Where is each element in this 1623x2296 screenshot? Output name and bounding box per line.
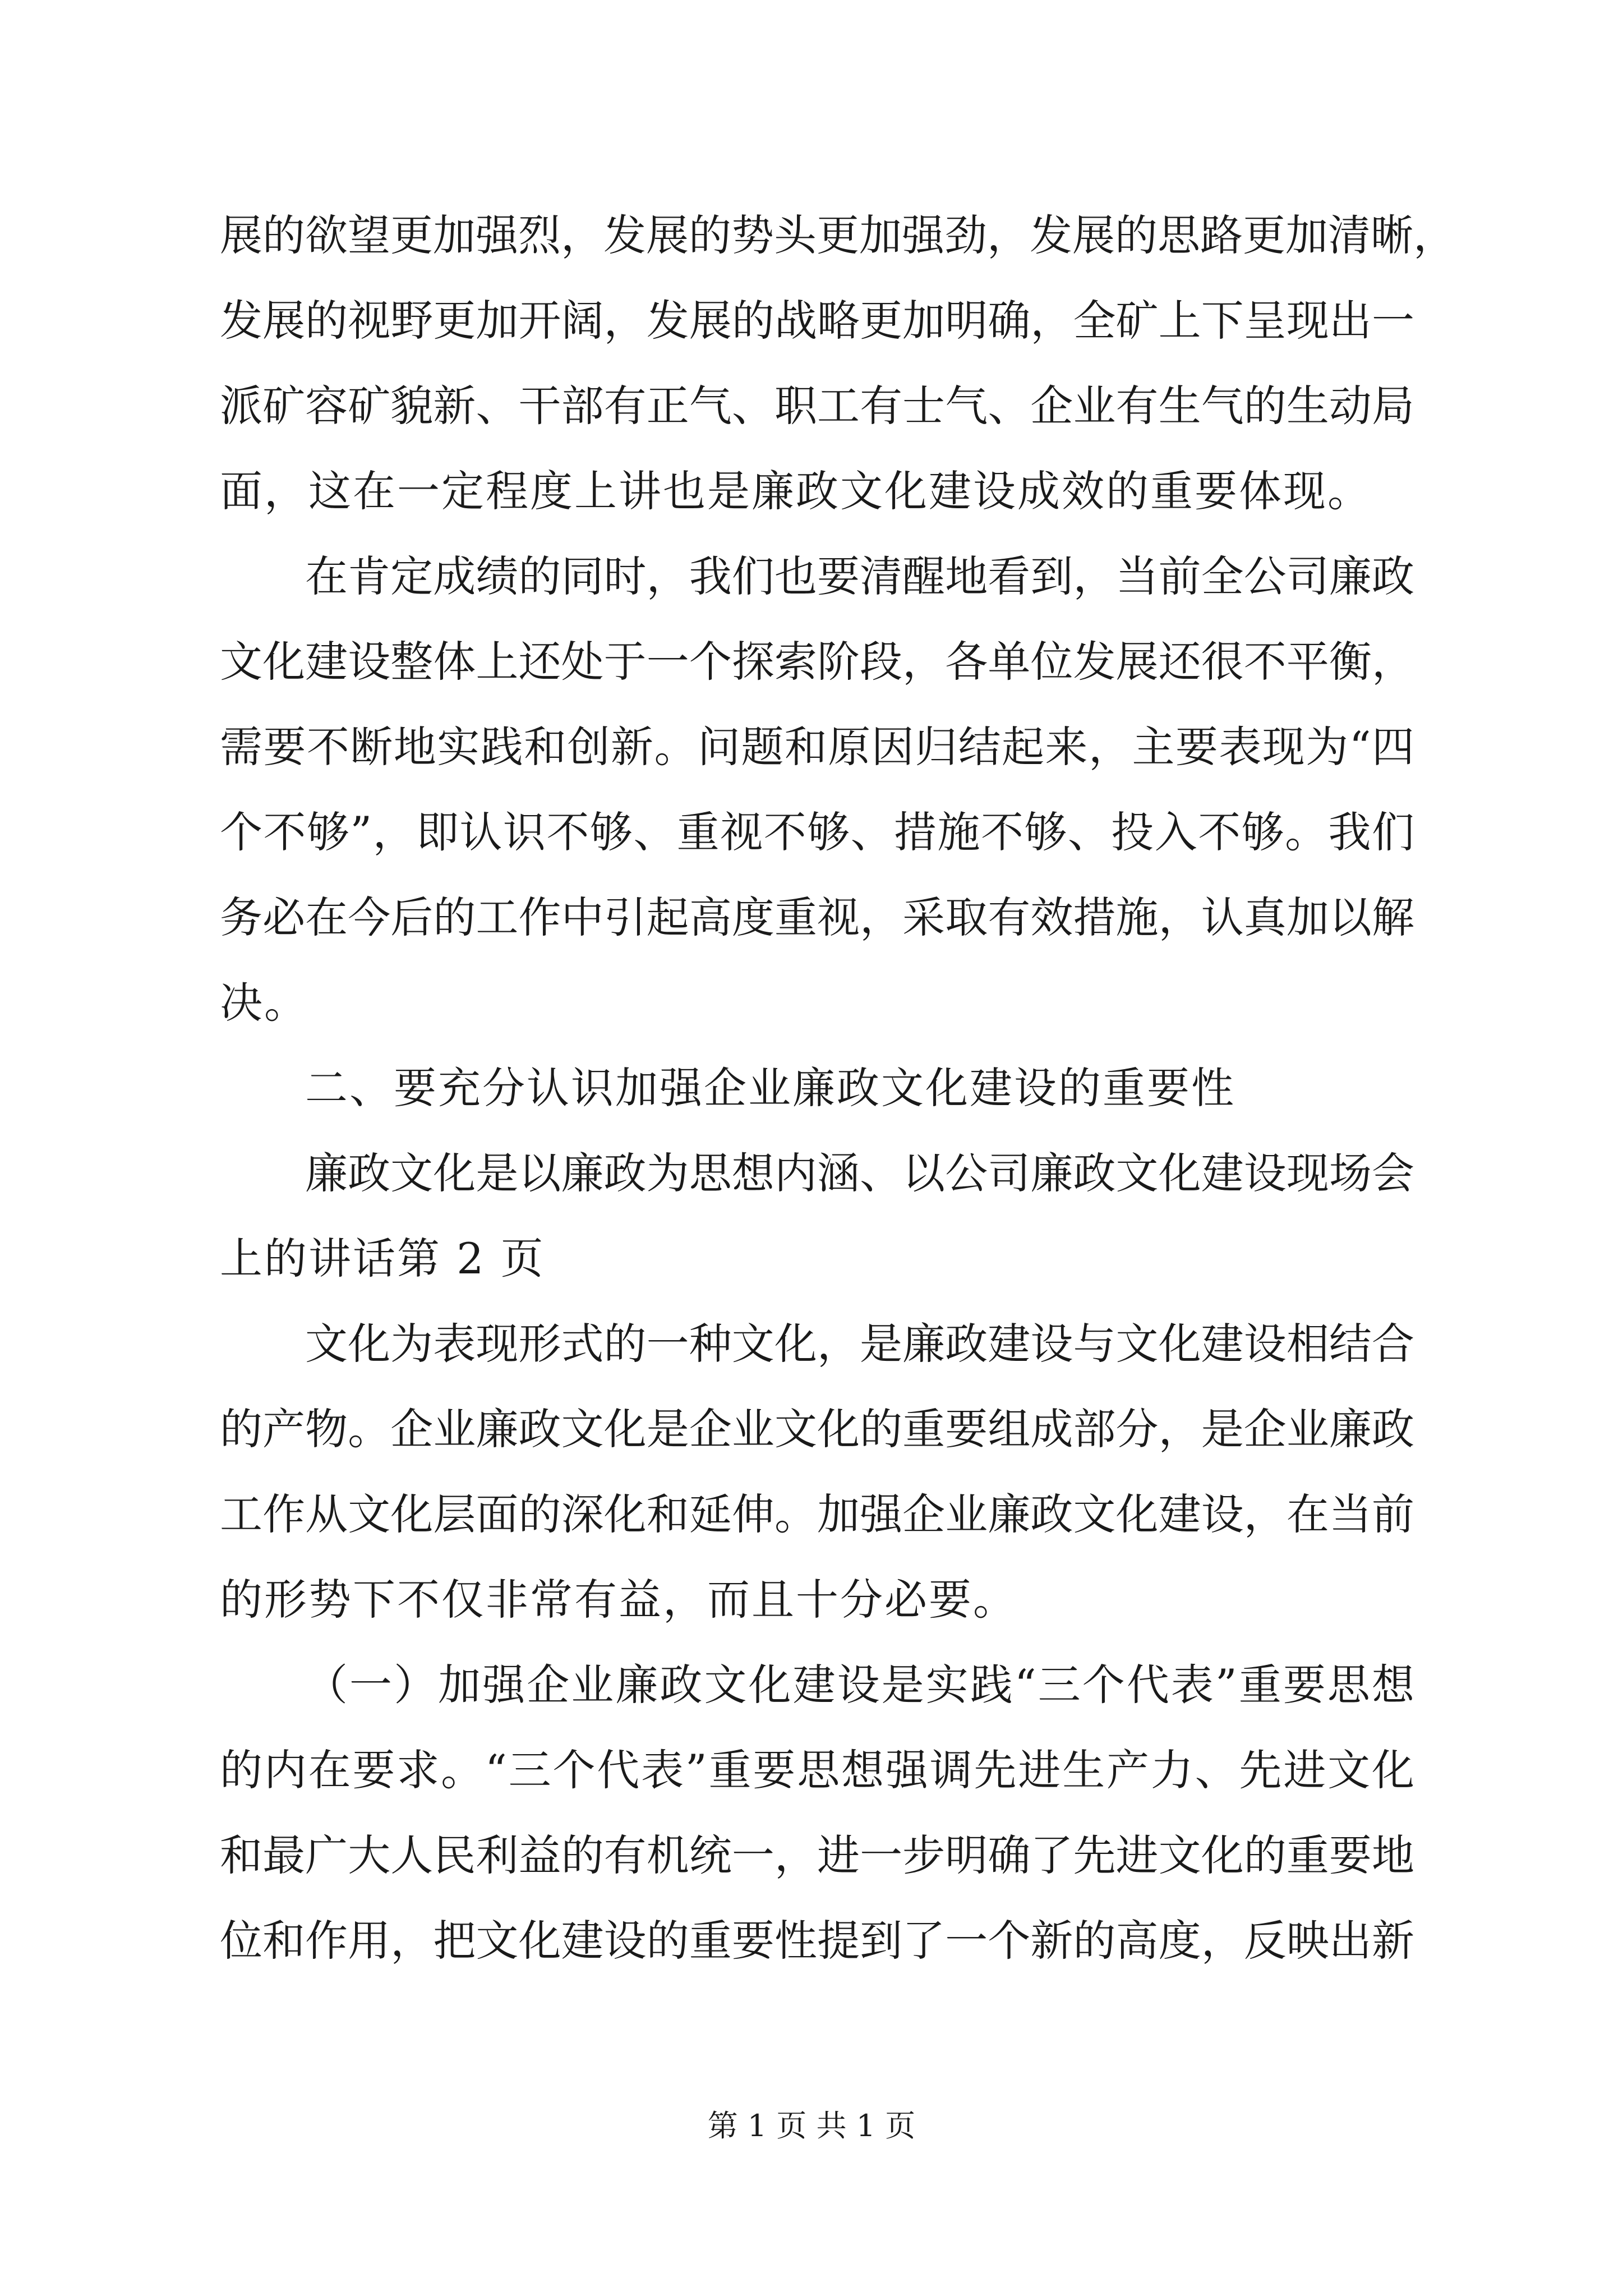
text-line: 文化建设整体上还处于一个探索阶段，各单位发展还很不平衡， xyxy=(220,637,1414,687)
text-line: 个不够”，即认识不够、重视不够、措施不够、投入不够。我们 xyxy=(220,807,1414,857)
text-line: 工作从文化层面的深化和延伸。加强企业廉政文化建设，在当前 xyxy=(220,1489,1414,1539)
text-line: 上的讲话第 2 页 xyxy=(220,1234,545,1283)
page-number-footer: 第 1 页 共 1 页 xyxy=(707,2108,916,2143)
text-line: 需要不断地实践和创新。问题和原因归结起来，主要表现为“四 xyxy=(220,722,1414,772)
section-heading: 二、要充分认识加强企业廉政文化建设的重要性 xyxy=(305,1063,1235,1113)
text-line: 的形势下不仅非常有益，而且十分必要。 xyxy=(220,1575,1017,1625)
text-line: 和最广大人民利益的有机统一，进一步明确了先进文化的重要地 xyxy=(220,1830,1414,1880)
text-line: 决。 xyxy=(220,978,308,1028)
paragraph-first-line: 廉政文化是以廉政为思想内涵、以公司廉政文化建设现场会 xyxy=(305,1148,1414,1198)
text-line: 发展的视野更加开阔，发展的战略更加明确，全矿上下呈现出一 xyxy=(220,296,1414,346)
text-line: 面，这在一定程度上讲也是廉政文化建设成效的重要体现。 xyxy=(220,466,1372,516)
text-line: 务必在今后的工作中引起高度重视，采取有效措施，认真加以解 xyxy=(220,892,1414,942)
paragraph-first-line: （一）加强企业廉政文化建设是实践“三个代表”重要思想 xyxy=(305,1660,1414,1710)
text-line: 的产物。企业廉政文化是企业文化的重要组成部分，是企业廉政 xyxy=(220,1404,1414,1454)
text-line: 派矿容矿貌新、干部有正气、职工有士气、企业有生气的生动局 xyxy=(220,381,1414,431)
text-line: 展的欲望更加强烈，发展的势头更加强劲，发展的思路更加清晰， xyxy=(220,210,1456,260)
text-line: 的内在要求。“三个代表”重要思想强调先进生产力、先进文化 xyxy=(220,1745,1414,1795)
paragraph-first-line: 在肯定成绩的同时，我们也要清醒地看到，当前全公司廉政 xyxy=(305,551,1414,601)
paragraph-first-line: 文化为表现形式的一种文化，是廉政建设与文化建设相结合 xyxy=(305,1319,1414,1369)
text-line: 位和作用，把文化建设的重要性提到了一个新的高度，反映出新 xyxy=(220,1916,1414,1966)
